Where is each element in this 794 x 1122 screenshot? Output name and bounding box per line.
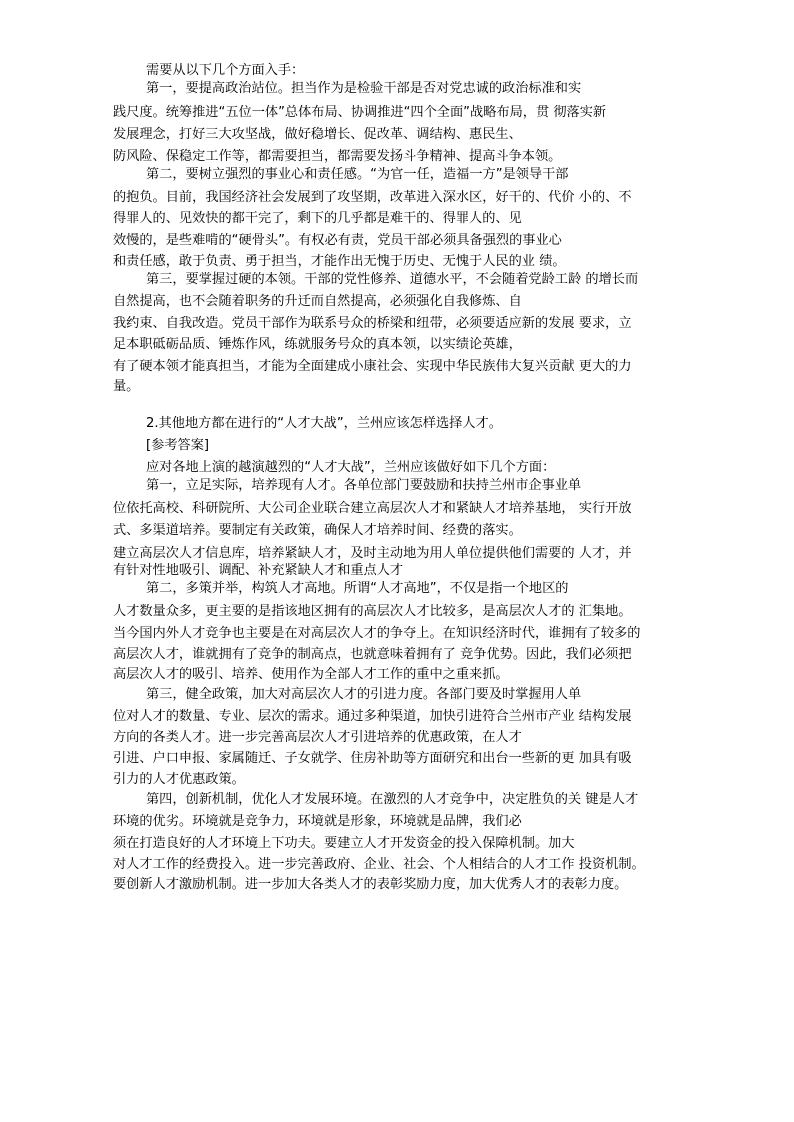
text-line: 须在打造良好的人才环境上下功夫。要建立人才开发资金的投入保障机制。加大 — [113, 836, 575, 851]
text-line: 高层次人才的吸引、培养、使用作为全部人才工作的重中之重来抓。 — [113, 667, 509, 682]
text-line: 践尺度。统筹推进“五位一体”总体布局、协调推进“四个全面”战略布局，贯 彻落实新 — [113, 105, 607, 120]
text-line: 足本职砥砺品质、锤炼作风，练就服务号众的真本领，以实绩论英雄， — [113, 337, 522, 352]
text-line: 的抱负。目前，我国经济社会发展到了攻坚期，改革进入深水区，好干的、代价 小的、不 — [113, 190, 632, 205]
text-line: 量。 — [113, 379, 140, 394]
text-line: 效慢的，是些难啃的“硬骨头”。有权必有责，党员干部必须具备强烈的事业心 — [113, 233, 562, 248]
text-line: 引进、户口申报、家属随迁、子女就学、住房补助等方面研究和出台一些新的更 加具有吸 — [113, 751, 632, 766]
text-line: 防风险、保稳定工作等，都需要担当，都需要发扬斗争精神、提高斗争本领。 — [113, 149, 562, 164]
text-line: 我约束、自我改造。党员干部作为联系号众的桥梁和纽带，必须要适应新的发展 要求，立 — [113, 316, 632, 331]
text-line: 引力的人才优惠政策。 — [113, 772, 245, 787]
question-heading: 2.其他地方都在进行的“人才大战”，兰州应该怎样选择人才。 — [146, 416, 502, 431]
text-line: 第一，立足实际，培养现有人才。各单位部门要鼓励和扶持兰州市企事业单 — [146, 478, 582, 493]
text-line: 自然提高，也不会随着职务的升迁而自然提高，必须强化自我修炼、自 — [113, 294, 522, 309]
text-line: 建立高层次人才信息库，培养紧缺人才，及时主动地为用人单位提供他们需要的 人才，并 — [113, 546, 632, 561]
text-line: 式、多渠道培养。要制定有关政策，确保人才培养时间、经费的落实。 — [113, 523, 522, 538]
text-line: 当今国内外人才竞争也主要是在对高层次人才的争夺上。在知识经济时代，谁拥有了较多的 — [113, 626, 641, 641]
text-line: 环境的优劣。环境就是竞争力，环境就是形象，环境就是品牌，我们必 — [113, 814, 522, 829]
text-line: 第二，要树立强烈的事业心和责任感。“为官一任，造福一方”是领导干部 — [146, 167, 569, 182]
text-line: 应对各地上演的越演越烈的“人才大战”，兰州应该做好如下几个方面： — [146, 460, 556, 475]
text-line: 第一，要提高政治站位。担当作为是检验干部是否对党忠诚的政治标准和实 — [146, 81, 582, 96]
text-line: 方向的各类人才。进一步完善高层次人才引进培养的优惠政策，在人才 — [113, 730, 522, 745]
text-line: 有了硬本领才能真担当，才能为全面建成小康社会、实现中华民族伟大复兴贡献 更大的力 — [113, 359, 632, 374]
text-line: 发展理念，打好三大攻坚战，做好稳增长、促改革、调结构、惠民生、 — [113, 127, 522, 142]
text-line: 人才数量众多，更主要的是指该地区拥有的高层次人才比较多，是高层次人才的 汇集地。 — [113, 604, 632, 619]
text-line: 第三，健全政策，加大对高层次人才的引进力度。各部门要及时掌握用人单 — [146, 687, 582, 702]
text-line: 位对人才的数量、专业、层次的需求。通过多种渠道，加快引进符合兰州市产业 结构发展 — [113, 709, 632, 724]
text-line: 和责任感，敢于负责、勇于担当，才能作出无愧于历史、无愧于人民的业 绩。 — [113, 254, 566, 269]
text-line: 需要从以下几个方面入手： — [146, 63, 305, 78]
text-line: 第三，要掌握过硬的本领。干部的党性修养、道德水平，不会随着党龄工龄 的增长而 — [146, 272, 639, 287]
text-line: 对人才工作的经费投入。进一步完善政府、企业、社会、个人相结合的人才工作 投资机制。 — [113, 857, 645, 872]
text-line: 位依托高校、科研院所、大公司企业联合建立高层次人才和紧缺人才培养基地， 实行开放 — [113, 501, 632, 516]
text-line: 得罪人的、见效快的都干完了，剩下的几乎都是难干的、得罪人的、见 — [113, 211, 522, 226]
text-line: 有针对性地吸引、调配、补充紧缺人才和重点人才 — [113, 563, 404, 578]
text-line: 第四，创新机制，优化人才发展环境。在激烈的人才竞争中，决定胜负的关 键是人才 — [146, 792, 639, 807]
text-line: 高层次人才，谁就拥有了竞争的制高点，也就意味着拥有了 竞争优势。因此，我们必须把 — [113, 647, 632, 662]
text-line: 要创新人才激励机制。进一步加大各类人才的表彰奖励力度，加大优秀人才的表彰力度。 — [113, 877, 628, 892]
answer-label: [参考答案] — [146, 438, 210, 453]
text-line: 第二，多策并举，构筑人才高地。所谓“人才高地”，不仅是指一个地区的 — [146, 581, 569, 596]
